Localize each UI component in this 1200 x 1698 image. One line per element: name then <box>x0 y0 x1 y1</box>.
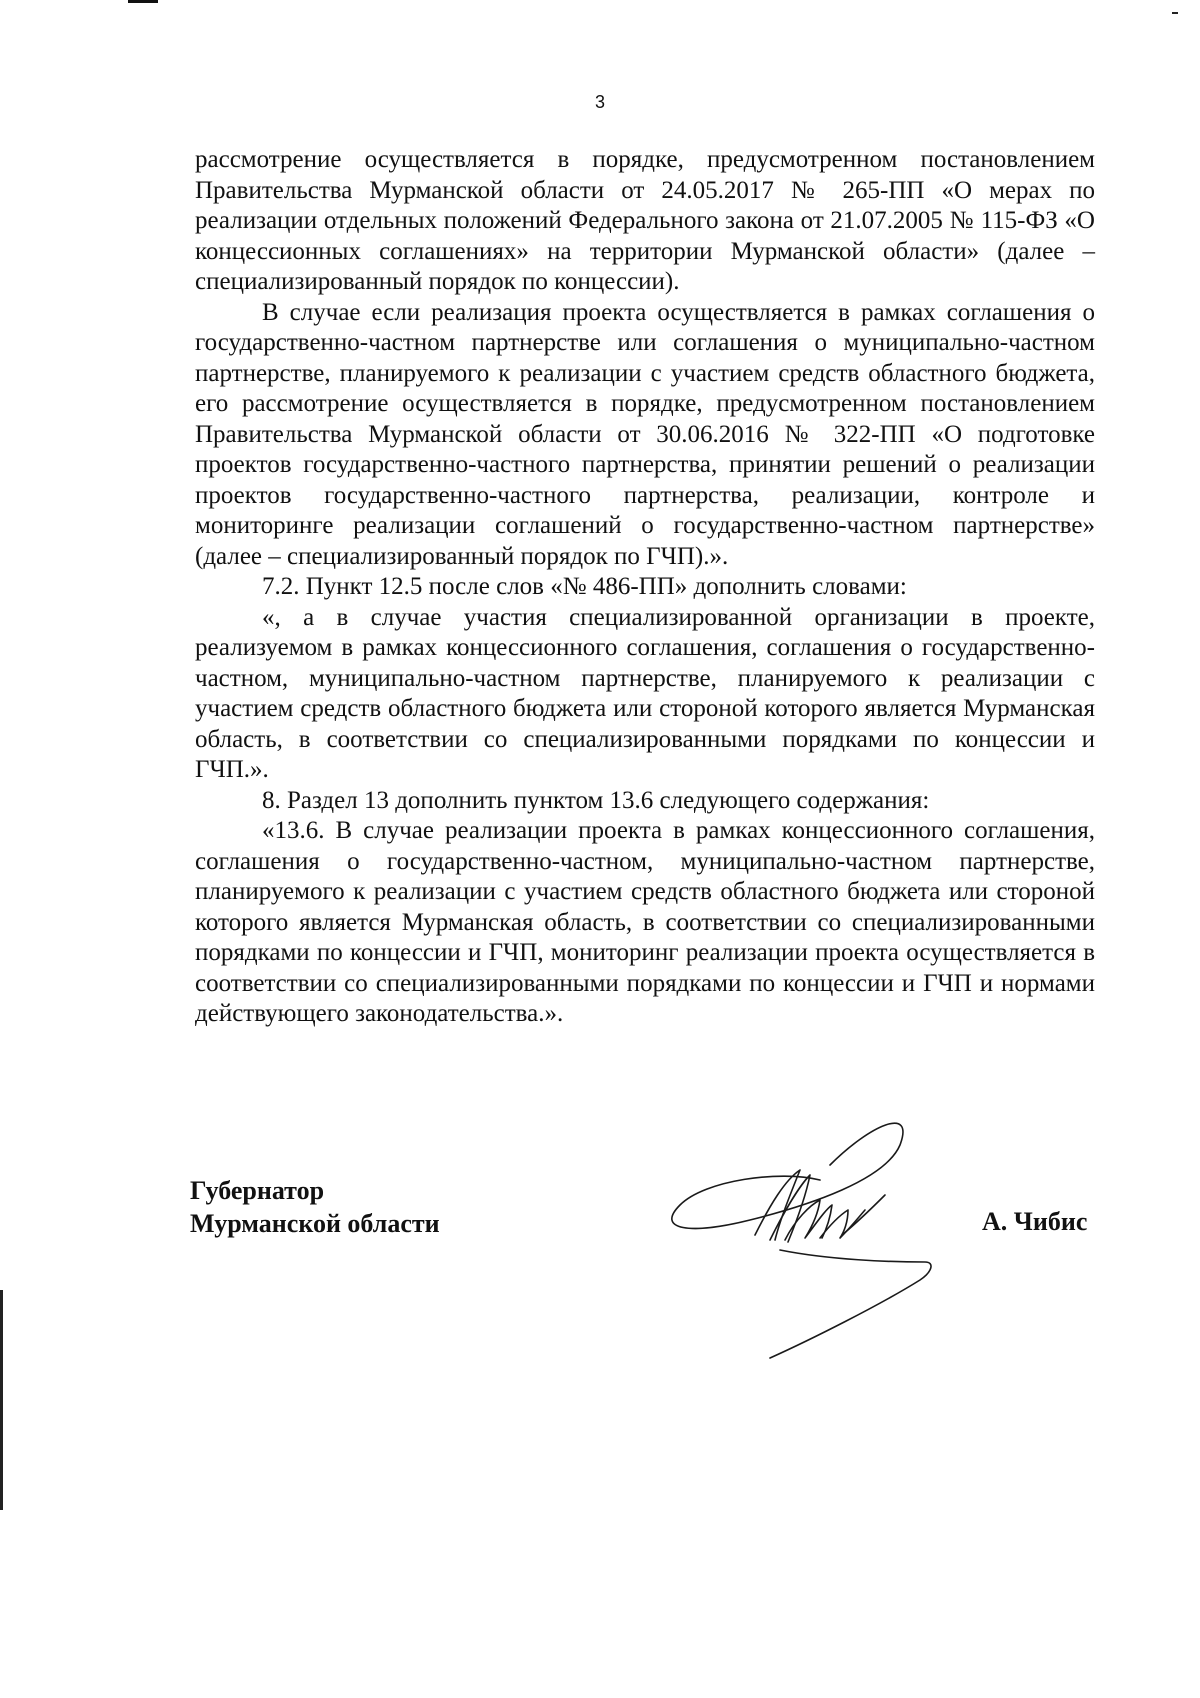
page-number: 3 <box>594 92 605 112</box>
signer-name: А. Чибис <box>982 1207 1088 1236</box>
scan-artifact-left <box>0 1290 3 1510</box>
paragraph: рассмотрение осуществляется в порядке, предусмотренном постановлением Правительства Мурманской области от 24.05.2017 № 265-ПП «О мерах по реализации отдельных положений Федерального закона от 21.07.2005 № 115-ФЗ «О концессионных соглашениях» на территории Мурманской области» (далее – специализированный порядок по концессии). <box>195 146 1095 295</box>
document-body <box>195 145 1095 1030</box>
paragraph: «, а в случае участия специализированной организации в проекте, реализуемом в рамках концессионного соглашения, соглашения о государственно-частном, муниципально-частном партнерстве, планируемого к реализации с участием средств областного бюджета или стороной которого является Мурманская область, в соответствии со специализированными порядками по концессии и ГЧП.». <box>195 603 1095 783</box>
signatory-title-line2: Мурманской области <box>190 1209 440 1238</box>
signatory-title-line1: Губернатор <box>190 1176 325 1205</box>
handwritten-signature <box>660 1110 990 1360</box>
paragraph: В случае если реализация проекта осуществляется в рамках соглашения о государственно-частном партнерстве или соглашения о муниципально-частном партнерстве, планируемого к реализации с участием средств областного бюджета, его рассмотрение осуществляется в порядке, предусмотренном постановлением Правительства Мурманской области от 30.06.2016 № 322-ПП «О подготовке проектов государственно-частного партнерства, принятии решений о реализации проектов государственно-частного партнерства, реализации, контроле и мониторинге реализации соглашений о государственно-частном партнерстве» (далее – специализированный порядок по ГЧП).». <box>195 298 1095 570</box>
scan-artifact-right <box>1172 12 1178 14</box>
scan-artifact-top <box>128 0 158 3</box>
signatory-title <box>190 1174 440 1240</box>
paragraph: «13.6. В случае реализации проекта в рамках концессионного соглашения, соглашения о государственно-частном, муниципально-частном партнерстве, планируемого к реализации с участием средств областного бюджета или стороной которого является Мурманская область, в соответствии со специализированными порядками по концессии и ГЧП, мониторинг реализации проекта осуществляется в соответствии со специализированными порядками по концессии и ГЧП и нормами действующего законодательства.». <box>195 817 1095 1027</box>
paragraph: 7.2. Пункт 12.5 после слов «№ 486-ПП» дополнить словами: <box>262 573 907 600</box>
paragraph: 8. Раздел 13 дополнить пунктом 13.6 следующего содержания: <box>262 786 930 814</box>
